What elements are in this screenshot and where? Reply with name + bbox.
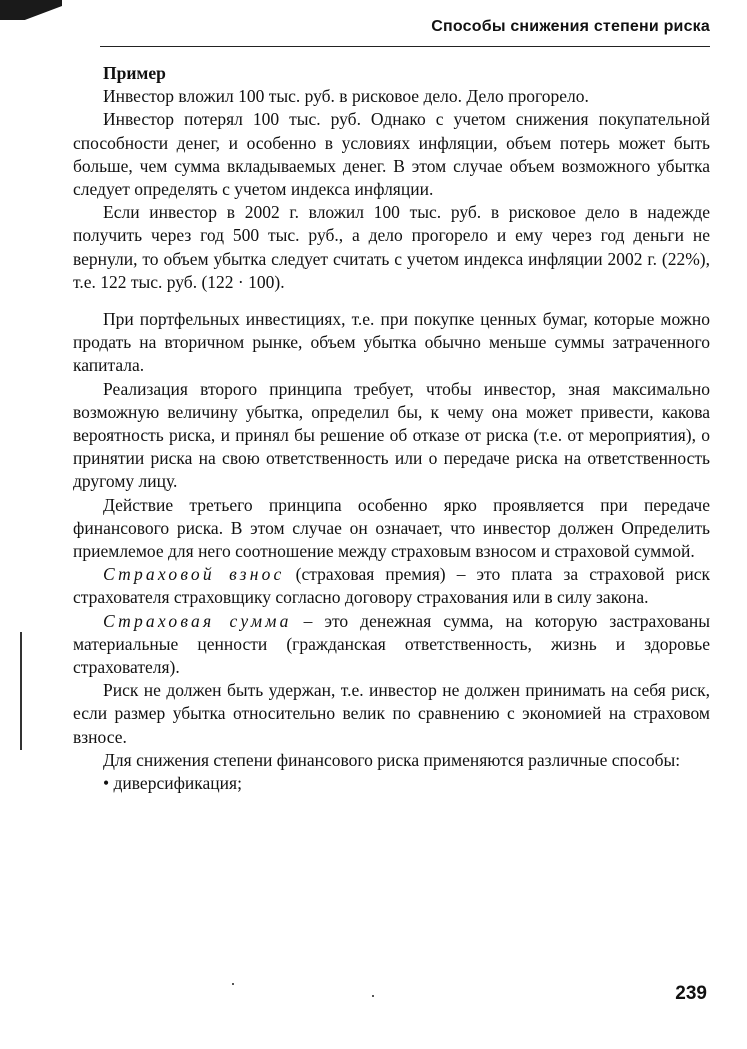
definition-insurance-premium: (страховая премия) – это плата за страховой риск страхователя страховщику согласно договору страхования или в силу закона.: [73, 564, 710, 608]
page-content: [73, 62, 710, 795]
list-item-diversification: • диверсификация;: [103, 773, 242, 794]
header-rule: [100, 46, 710, 47]
example-paragraph-2: Инвестор потерял 100 тыс. руб. Однако с учетом снижения покупательной способности денег, и особенно в условиях инфляции, объем потерь может быть больше, чем сумма вкладываемых денег. В этом случае объем возможного убытка следует определять с учетом индекса инфляции.: [73, 109, 710, 200]
term-insured-sum: Страховая сумма: [103, 610, 292, 631]
example-block: [73, 62, 710, 294]
scan-speck: [372, 995, 374, 997]
header-title: Способы снижения степени риска: [431, 18, 710, 35]
paragraph-third-principle: Действие третьего принципа особенно ярко проявляется при передаче финансового риска. В этом случае он означает, что инвестор должен Определить приемлемое для него соотношение между страховым взносом и страховой суммой.: [73, 494, 710, 562]
example-paragraph-3: Если инвестор в 2002 г. вложил 100 тыс. руб. в рисковое дело в надежде получить через год 500 тыс. руб., а дело прогорело и ему через год деньги не вернули, то объем убытка следует считать с учетом индекса инфляции 2002 г. (22%), т.е. 122 тыс. руб. (122 · 100).: [73, 202, 710, 292]
paragraph-portfolio: При портфельных инвестициях, т.е. при покупке ценных бумаг, которые можно продать на вторичном рынке, объем убытка обычно меньше суммы затраченного капитала.: [73, 309, 710, 376]
scan-speck: [232, 983, 234, 985]
corner-scan-mark: [0, 0, 62, 20]
example-label: Пример: [103, 63, 166, 83]
definition-insured-sum: – это денежная сумма, на которую застрахованы материальные ценности (гражданская ответственность, жизнь и здоровье страхователя).: [73, 610, 710, 678]
paragraph-risk-retention: Риск не должен быть удержан, т.е. инвестор не должен принимать на себя риск, если размер убытка относительно велик по сравнению с экономией на страховом взносе.: [73, 680, 710, 747]
page-number: 239: [675, 983, 707, 1004]
running-header: [100, 18, 710, 48]
term-insurance-premium: Страховой взнос: [103, 564, 285, 585]
paragraph-second-principle: Реализация второго принципа требует, чтобы инвестор, зная максимально возможную величину убытка, определил бы, к чему она может привести, какова вероятность риска, и принял бы решение об отказе от риска (т.е. от мероприятия), о принятии риска на свою ответственность или о передаче риска на ответственность другому лицу.: [73, 378, 710, 492]
paragraph-methods-intro: Для снижения степени финансового риска применяются различные способы:: [103, 749, 681, 770]
margin-bar: [20, 632, 22, 750]
paragraph-insurance-premium: [73, 563, 710, 609]
example-paragraph-1: Инвестор вложил 100 тыс. руб. в рисковое дело. Дело прогорело.: [103, 86, 589, 107]
paragraph-insured-sum: [73, 610, 710, 680]
